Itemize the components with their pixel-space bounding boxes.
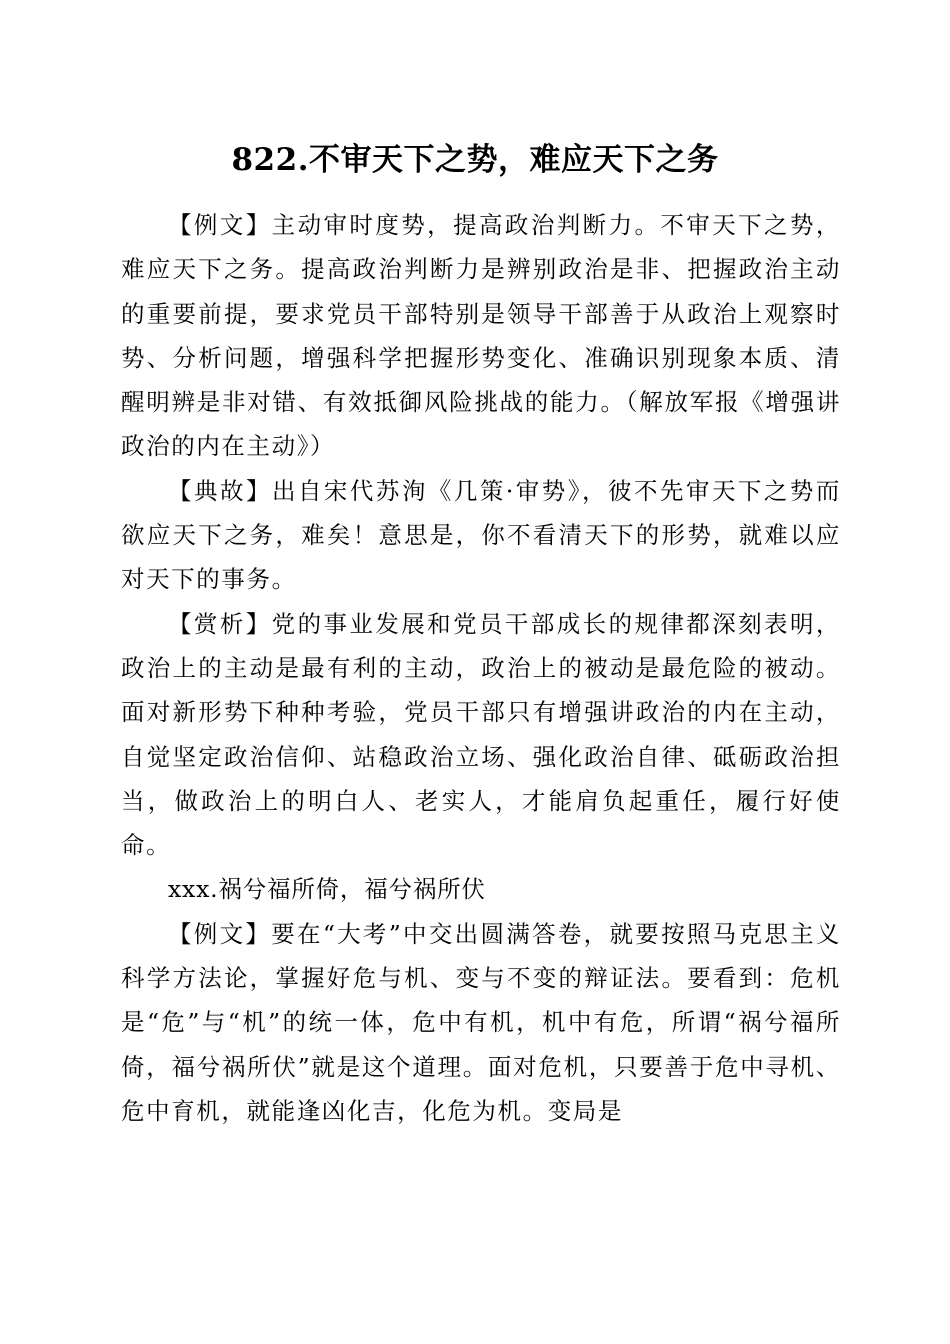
document-body xyxy=(121,203,841,1133)
section-heading: xxx.祸兮福所倚，福兮祸所伏 xyxy=(168,875,486,904)
paragraph-example-1: 【例文】主动审时度势，提高政治判断力。不审天下之势，难应天下之务。提高政治判断力是辨别政治是非、把握政治主动的重要前提，要求党员干部特别是领导干部善于从政治上观察时势、分析问题，增强科学把握形势变化、准确识别现象本质、清醒明辨是非对错、有效抵御风险挑战的能力。（解放军报《增强讲政治的内在主动》） xyxy=(121,211,841,461)
paragraph-analysis: 【赏析】党的事业发展和党员干部成长的规律都深刻表明，政治上的主动是最有利的主动，政治上的被动是最危险的被动。面对新形势下种种考验，党员干部只有增强讲政治的内在主动，自觉坚定政治信仰、站稳政治立场、强化政治自律、砥砺政治担当，做政治上的明白人、老实人，才能肩负起重任，履行好使命。 xyxy=(121,609,841,860)
document-title: 822.不审天下之势，难应天下之务 xyxy=(231,142,719,178)
paragraph-example-2: 【例文】要在“大考”中交出圆满答卷，就要按照马克思主义科学方法论，掌握好危与机、变与不变的辩证法。要看到：危机是“危”与“机”的统一体，危中有机，机中有危，所谓“祸兮福所倚，福兮祸所伏”就是这个道理。面对危机，只要善于危中寻机、危中育机，就能逢凶化吉，化危为机。变局是 xyxy=(121,919,841,1125)
paragraph-allusion: 【典故】出自宋代苏洵《几策·审势》，彼不先审天下之势而欲应天下之务，难矣！意思是，你不看清天下的形势，就难以应对天下的事务。 xyxy=(121,476,841,594)
